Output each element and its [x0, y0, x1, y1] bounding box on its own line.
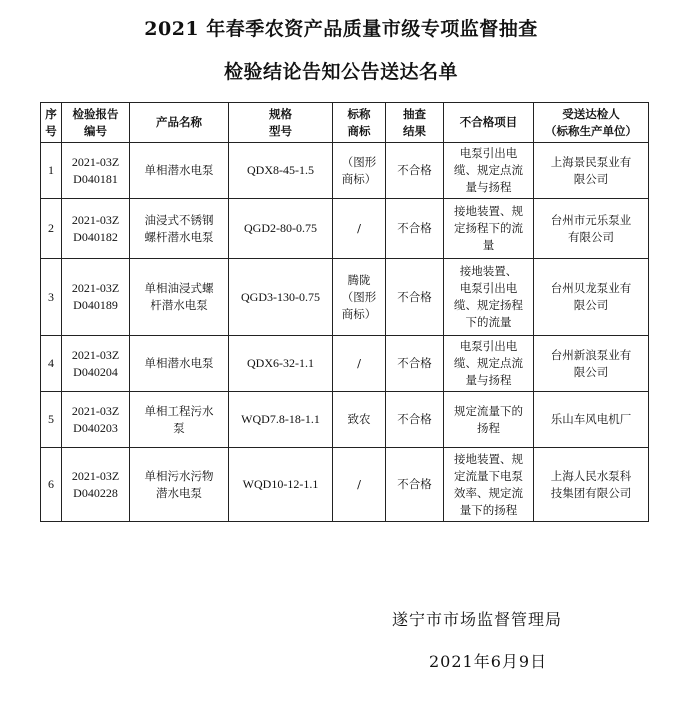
cell-report: 2021-03Z D040204	[62, 336, 130, 392]
cell-model: WQD7.8-18-1.1	[229, 392, 333, 448]
cell-no: 2	[41, 199, 62, 259]
cell-items: 接地装置、 电泵引出电 缆、规定扬程 下的流量	[444, 259, 534, 336]
cell-result: 不合格	[386, 259, 444, 336]
cell-model: QDX6-32-1.1	[229, 336, 333, 392]
table-row	[41, 448, 649, 522]
header-report-number: 检验报告 编号	[62, 103, 130, 143]
header-product-name: 产品名称	[130, 103, 229, 143]
header-model: 规格 型号	[229, 103, 333, 143]
issuing-organization: 遂宁市市场监督管理局	[392, 610, 563, 629]
cell-items: 接地装置、规 定扬程下的流 量	[444, 199, 534, 259]
cell-no: 1	[41, 143, 62, 199]
cell-unit: 台州市元乐泵业 有限公司	[534, 199, 649, 259]
cell-no: 4	[41, 336, 62, 392]
table-row	[41, 259, 649, 336]
cell-items: 电泵引出电 缆、规定点流 量与扬程	[444, 143, 534, 199]
cell-items: 电泵引出电 缆、规定点流 量与扬程	[444, 336, 534, 392]
cell-model: QGD2-80-0.75	[229, 199, 333, 259]
cell-unit: 乐山车风电机厂	[534, 392, 649, 448]
header-failed-items: 不合格项目	[444, 103, 534, 143]
cell-result: 不合格	[386, 448, 444, 522]
cell-no: 5	[41, 392, 62, 448]
cell-brand: 腾陇 （图形 商标）	[333, 259, 386, 336]
cell-product: 单相潜水电泵	[130, 336, 229, 392]
cell-product: 单相污水污物 潜水电泵	[130, 448, 229, 522]
cell-unit: 上海人民水泵科 技集团有限公司	[534, 448, 649, 522]
document-title: 2021 年春季农资产品质量市级专项监督抽查	[144, 18, 538, 40]
cell-model: WQD10-12-1.1	[229, 448, 333, 522]
table-row	[41, 392, 649, 448]
cell-product: 油浸式不锈钢 螺杆潜水电泵	[130, 199, 229, 259]
table-row	[41, 199, 649, 259]
cell-unit: 上海景民泵业有 限公司	[534, 143, 649, 199]
cell-no: 3	[41, 259, 62, 336]
cell-product: 单相潜水电泵	[130, 143, 229, 199]
cell-brand: 致农	[333, 392, 386, 448]
cell-result: 不合格	[386, 392, 444, 448]
header-result: 抽查 结果	[386, 103, 444, 143]
cell-unit: 台州贝龙泵业有 限公司	[534, 259, 649, 336]
cell-report: 2021-03Z D040228	[62, 448, 130, 522]
table-header-row	[41, 103, 649, 143]
header-no: 序 号	[41, 103, 62, 143]
cell-report: 2021-03Z D040189	[62, 259, 130, 336]
cell-result: 不合格	[386, 199, 444, 259]
cell-no: 6	[41, 448, 62, 522]
cell-model: QDX8-45-1.5	[229, 143, 333, 199]
cell-items: 接地装置、规 定流量下电泵 效率、规定流 量下的扬程	[444, 448, 534, 522]
cell-result: 不合格	[386, 336, 444, 392]
cell-brand: /	[333, 448, 386, 522]
cell-report: 2021-03Z D040181	[62, 143, 130, 199]
cell-product: 单相工程污水 泵	[130, 392, 229, 448]
header-brand: 标称 商标	[333, 103, 386, 143]
cell-model: QGD3-130-0.75	[229, 259, 333, 336]
header-recipient: 受送达检人 （标称生产单位）	[534, 103, 649, 143]
cell-report: 2021-03Z D040203	[62, 392, 130, 448]
table-row	[41, 336, 649, 392]
cell-brand: /	[333, 199, 386, 259]
issue-date: 2021年6月9日	[429, 652, 548, 671]
document-subtitle: 检验结论告知公告送达名单	[223, 61, 458, 83]
cell-report: 2021-03Z D040182	[62, 199, 130, 259]
cell-unit: 台州新浪泵业有 限公司	[534, 336, 649, 392]
table-row	[41, 143, 649, 199]
delivery-list-table	[40, 102, 649, 522]
cell-brand: /	[333, 336, 386, 392]
cell-brand: （图形 商标）	[333, 143, 386, 199]
cell-result: 不合格	[386, 143, 444, 199]
cell-items: 规定流量下的 扬程	[444, 392, 534, 448]
cell-product: 单相油浸式螺 杆潜水电泵	[130, 259, 229, 336]
